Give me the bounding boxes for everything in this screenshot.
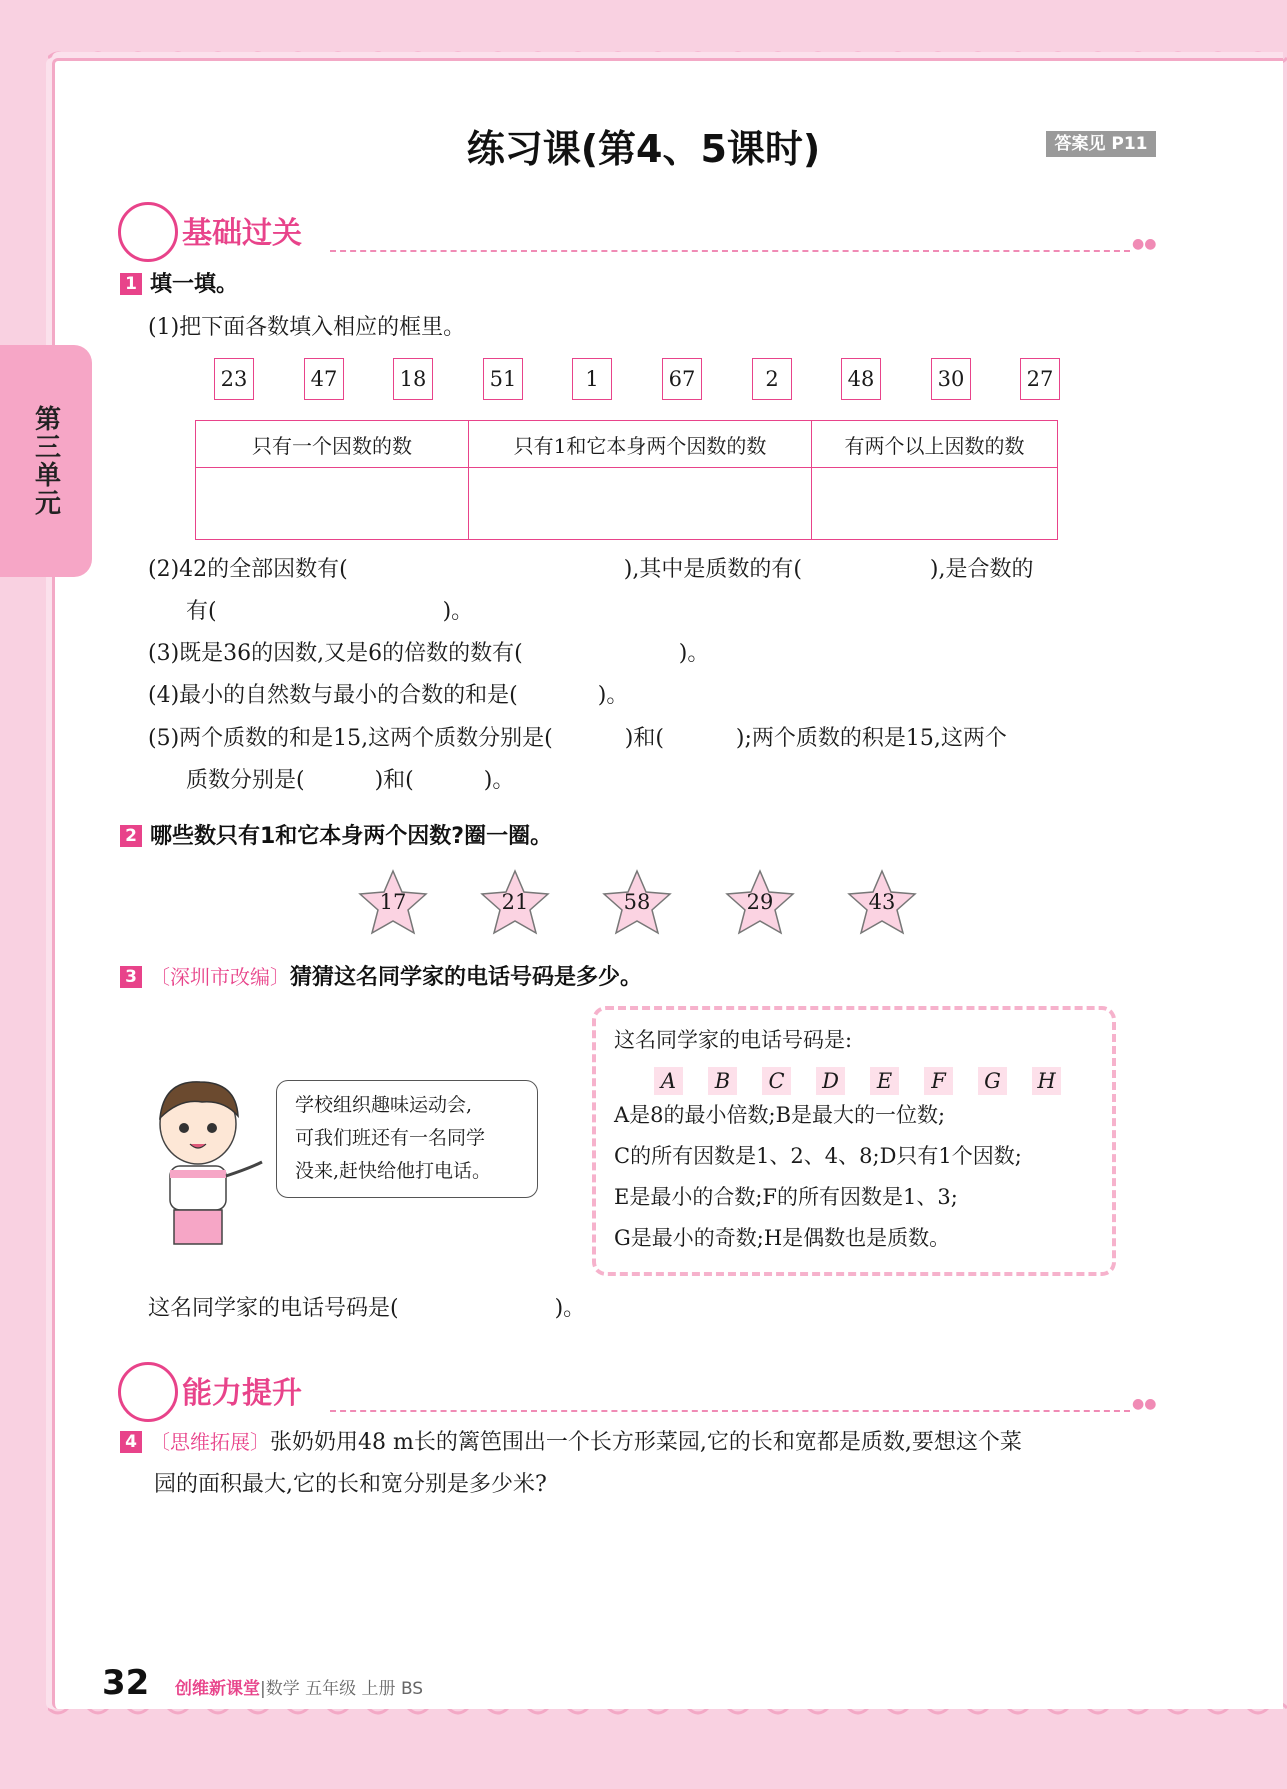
clue-line: C的所有因数是1、2、4、8;D只有1个因数;	[614, 1144, 1022, 1168]
letter-h: H	[1032, 1067, 1061, 1095]
footer-separator: |	[260, 1679, 266, 1699]
q3-answer	[148, 1294, 585, 1324]
question-text: 张奶奶用48 m长的篱笆围出一个长方形菜园,它的长和宽都是质数,要想这个菜	[270, 1430, 1022, 1455]
page-title: 练习课(第4、5课时)	[466, 127, 821, 171]
question-text: 填一填。	[150, 272, 239, 297]
letter-g: G	[978, 1067, 1007, 1095]
star-43[interactable]	[846, 868, 918, 936]
dots-decoration-icon: ●●	[1132, 236, 1157, 252]
table-header-two-factors: 只有1和它本身两个因数的数	[469, 421, 812, 468]
question-text: 哪些数只有1和它本身两个因数?圈一圈。	[150, 824, 553, 849]
unit-side-tab	[0, 345, 92, 577]
question-number: 1	[120, 273, 142, 295]
star-number: 17	[379, 890, 407, 914]
star-29[interactable]	[724, 868, 796, 936]
letter-d: D	[816, 1067, 845, 1095]
number-box: 48	[841, 358, 881, 400]
text: (5)两个质数的和是15,这两个质数分别是(	[148, 726, 553, 751]
question-3	[120, 962, 642, 993]
q1-part1: (1)把下面各数填入相应的框里。	[148, 315, 466, 340]
answer-cell-two-factors[interactable]	[469, 468, 812, 540]
text: )。	[483, 768, 515, 793]
text: (3)既是36的因数,又是6的倍数的数有(	[148, 641, 523, 666]
table-header-many-factors: 有两个以上因数的数	[812, 421, 1058, 468]
answer-cell-one-factor[interactable]	[196, 468, 469, 540]
star-21[interactable]	[479, 868, 551, 936]
question-1	[120, 270, 238, 300]
dots-decoration-icon: ●●	[1132, 1396, 1157, 1412]
text: );两个质数的积是15,这两个	[735, 726, 1007, 751]
answer-cell-many-factors[interactable]	[812, 468, 1058, 540]
number-box: 2	[752, 358, 792, 400]
digit-letters	[614, 1061, 1112, 1095]
letter-f: F	[924, 1067, 953, 1095]
q1-part2-line2	[186, 597, 473, 627]
question-text: 猜猜这名同学家的电话号码是多少。	[290, 965, 643, 990]
number-box: 1	[572, 358, 612, 400]
text: )。	[597, 683, 629, 708]
number-box: 51	[483, 358, 523, 400]
star-number: 58	[623, 890, 651, 914]
text: 这名同学家的电话号码是(	[148, 1296, 399, 1321]
text: )和(	[624, 726, 664, 751]
text: (2)42的全部因数有(	[148, 557, 348, 582]
star-number: 21	[501, 890, 529, 914]
text: ),其中是质数的有(	[623, 557, 802, 582]
section-divider	[330, 250, 1130, 252]
q1-part2-line1	[148, 555, 1034, 585]
classification-table	[195, 420, 1058, 540]
text: )。	[442, 599, 474, 624]
page-number: 32	[102, 1663, 150, 1703]
star-number: 29	[746, 890, 774, 914]
question-4	[120, 1427, 1022, 1458]
text: 有(	[186, 599, 217, 624]
number-box: 47	[304, 358, 344, 400]
text: )和(	[374, 768, 414, 793]
unit-label: 第三单元	[30, 405, 61, 517]
q1-part3	[148, 639, 709, 669]
question-tag: 〔思维拓展〕	[150, 1430, 270, 1454]
text: ),是合数的	[929, 557, 1034, 582]
q1-part4	[148, 681, 628, 711]
speech-bubble	[276, 1080, 538, 1198]
q1-part5-line1	[148, 724, 1007, 754]
number-box: 67	[662, 358, 702, 400]
clue-title: 这名同学家的电话号码是:	[614, 1028, 853, 1052]
section-divider	[330, 1410, 1130, 1412]
letter-a: A	[654, 1067, 683, 1095]
text: (4)最小的自然数与最小的合数的和是(	[148, 683, 518, 708]
question-2	[120, 822, 552, 852]
number-box: 18	[393, 358, 433, 400]
clue-line: G是最小的奇数;H是偶数也是质数。	[614, 1226, 951, 1250]
boy-character-icon	[140, 1072, 270, 1248]
number-box: 23	[214, 358, 254, 400]
number-box: 30	[931, 358, 971, 400]
star-17[interactable]	[357, 868, 429, 936]
text: )。	[678, 641, 710, 666]
letter-b: B	[708, 1067, 737, 1095]
section-basic-title: 基础过关	[182, 216, 302, 251]
number-box: 27	[1020, 358, 1060, 400]
text: 质数分别是(	[186, 768, 305, 793]
footer-info	[175, 1674, 423, 1699]
bubble-line: 可我们班还有一名同学	[295, 1127, 486, 1149]
question-4-line2: 园的面积最大,它的长和宽分别是多少米?	[154, 1472, 547, 1497]
star-number: 43	[868, 890, 896, 914]
brand-name: 创维新课堂	[175, 1679, 260, 1699]
question-tag: 〔深圳市改编〕	[150, 965, 290, 989]
table-header-one-factor: 只有一个因数的数	[196, 421, 469, 468]
star-58[interactable]	[601, 868, 673, 936]
section-advanced-title: 能力提升	[182, 1376, 302, 1411]
question-number: 3	[120, 966, 142, 988]
bubble-line: 没来,赶快给他打电话。	[295, 1160, 492, 1182]
letter-e: E	[870, 1067, 899, 1095]
text: )。	[554, 1296, 586, 1321]
clue-line: E是最小的合数;F的所有因数是1、3;	[614, 1185, 958, 1209]
clue-line: A是8的最小倍数;B是最大的一位数;	[614, 1103, 946, 1127]
girl-mascot-icon	[118, 202, 178, 262]
question-number: 4	[120, 1431, 142, 1453]
clue-box	[592, 1006, 1116, 1276]
bubble-line: 学校组织趣味运动会,	[295, 1094, 473, 1116]
letter-c: C	[762, 1067, 791, 1095]
book-info: 数学 五年级 上册 BS	[265, 1679, 424, 1699]
q1-part5-line2	[186, 766, 514, 796]
answer-reference: 答案见 P11	[1046, 131, 1156, 157]
boy-mascot-icon	[118, 1362, 178, 1422]
question-number: 2	[120, 825, 142, 847]
